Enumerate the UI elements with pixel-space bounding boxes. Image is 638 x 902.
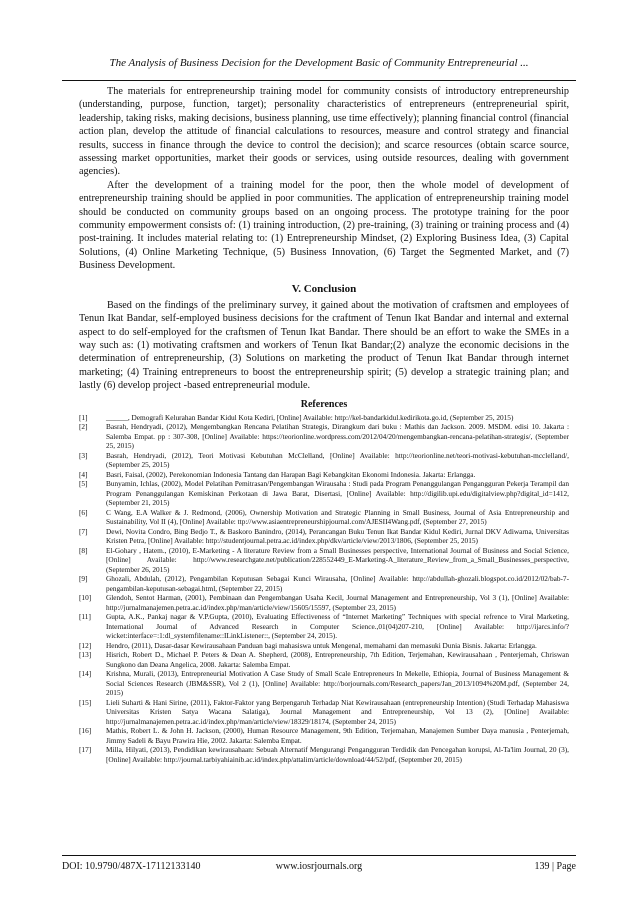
reference-item — [79, 669, 569, 698]
paragraph-training-materials: The materials for entrepreneurship training model for community consists of introductory entrepreneurship (understanding, purpose, function, target); personality characteristics of entrepreneurs (entrepreneurial spirit, leadership, taking risks, making decisions, business planning, use time effectively); planning financial control (financial action plan, develop the attitude of financial calculations to resources, measure and control strategy and financial results, success in finance through the device to control the decision); and scarce resources (obtain scarce source, assessing market opportunities, market their goods or services, using outside resources, dealing with government agencies). — [79, 86, 569, 178]
reference-text: Glendoh, Sentot Harman, (2001), Pembinaan dan Pengembangan Usaha Kecil, Journal Management and Entrepreneurship, Vol 3 (1), [Online] Available: http://jurnalmanajemen.petra.ac.id/index.php/man/article/view/15605/15597, (September 23, 2015) — [106, 593, 569, 612]
footer-doi: DOI: 10.9790/487X-17112133140 — [62, 861, 201, 872]
reference-item — [79, 745, 569, 764]
reference-item — [79, 451, 569, 470]
reference-text: Hisrich, Robert D., Michael P. Peters & Dean A. Shepherd, (2008), Entrepreneurship, 7th Edition, Terjemahan, Kewirausahaan , Penterjemah, Chriswan Sungkono dan Deana Angelica, 2008. Jakarta: Salemba Empat. — [106, 650, 569, 669]
reference-item — [79, 726, 569, 745]
reference-text: El-Gohary , Hatem., (2010), E-Marketing - A literature Review from a Small Businesses perspective, International Journal of Business and Social Science, [Online] Available: http://www.researchgate.net/publication/228552449_E-Marketing-A_literature_Review_from_a_Small_Businesses_perspective, (September 26, 2015) — [106, 545, 569, 574]
footer-website: www.iosrjournals.org — [275, 861, 363, 872]
reference-list — [79, 413, 569, 765]
reference-number: [8] — [79, 545, 88, 555]
reference-item — [79, 612, 569, 641]
reference-number: [2] — [79, 422, 88, 432]
reference-number: [11] — [79, 612, 91, 622]
reference-number: [5] — [79, 479, 88, 489]
reference-text: Basri, Faisal, (2002), Perekonomian Indonesia Tantang dan Harapan Bagi Kebangkitan Ekonomi Indonesia. Jakarta: Erlangga. — [106, 469, 476, 479]
reference-number: [16] — [79, 726, 92, 736]
reference-number: [13] — [79, 650, 92, 660]
reference-item — [79, 574, 569, 593]
reference-text: Lieli Suharti & Hani Sirine, (2011), Faktor-Faktor yang Berpengaruh Terhadap Niat Kewirausahaan (entrepreneurship Intention) (Studi Terhadap Mahasiswa Universitas Kristen Satya Wacana Salatiga), Journal Management and Entrepreneurship, Vol 13 (2), [Online] Available: http://jurnalmanajemen.petra.ac.id/index.php/man/article/view/18329/18174, (September 24, 2015) — [106, 697, 569, 726]
reference-text: Gupta, A.K., Pankaj nagar & V.P.Gupta, (2010), Evaluating Effectiveness of “Internet Marketing” Techniques with special refrence to Viral Marketing, International Journal of Advanced Research in Computer Science.,01(04)207-210, [Online] Available: http://ijarcs.info/?wicket:interface=:1:dl_systemfilename::ILinkListener::, (September 24, 2015). — [106, 612, 569, 641]
paragraph-training-model: After the development of a training model for the poor, then the whole model of development of entrepreneurship training should be applied in poor communities. The application of entrepreneurship training model should be conducted on community groups based on an ongoing process. The prototype training for the poor community empowerment consists of: (1) training introduction, (2) pre-training, (3) training or training process and (4) post-training. It includes material relating to: (1) Entrepreneurship Mindset, (2) Exploring Business Idea, (3) Capital Solutions, (4) Online Marketing Technique, (5) Business Innovation, (6) Target the Segmented Market, and (7) Business Development. — [79, 179, 569, 272]
reference-item — [79, 479, 569, 508]
reference-text: Basrah, Hendryadi, (2012), Teori Motivasi Kebutuhan McClelland, [Online] Available: http://teorionline.net/teori-motivasi-kebutuhan-mcclelland/, (September 25, 2015) — [106, 450, 569, 470]
reference-item — [79, 527, 569, 546]
references-heading: References — [300, 398, 348, 410]
reference-text: Dewi, Novita Condro, Bing Bedjo T., & Baskoro Banindro, (2014), Perancangan Buku Tenun Ikat Bandar Kidul Kediri, Jurnal DKV Adiwarna, Universitas Kristen Petra, [Online] Available: http://studentjournal.petra.ac.id/index.php/dkv/article/view/2013/1806, (September 25, 2015) — [106, 526, 569, 546]
running-header — [62, 56, 576, 81]
reference-number: [6] — [79, 507, 88, 517]
reference-text: ______, Demografi Kelurahan Bandar Kidul Kota Kediri, [Online] Available: http://kel-bandarkidul.kedirikota.go.id, (September 25, 2015) — [106, 412, 514, 422]
reference-text: Bunyamin, Ichlas, (2002), Model Pelatihan Pemitrasan/Pengembangan Wirausaha : Studi pada Program Penanggulangan Pengangguran Pekerja Terampil dan Program Penanggulangan Kemiskinan Perkotaan di Jawa Barat, Disertasi, [Online] Available: http://digilib.upi.edu/digitalview.php?digital_id=1412, (September 21, 2015) — [106, 479, 569, 508]
section-heading-conclusion: V. Conclusion — [291, 282, 357, 295]
reference-item — [79, 593, 569, 612]
reference-item — [79, 508, 569, 527]
reference-item — [79, 698, 569, 727]
reference-text: Krishna, Murali, (2013), Entrepreneurial Motivation A Case Study of Small Scale Entrepreneurs In Mekelle, Ethiopia, Journal of Business Management & Social Sciences Research (JBM&SSR), Vol 2 (1), [Online] Available: http://borjournals.com/Research_papers/Jan_2013/1094%20M.pdf, (September 24, 2015) — [106, 669, 569, 698]
reference-number: [12] — [79, 640, 92, 650]
reference-number: [7] — [79, 526, 88, 536]
reference-text: Hendro, (2011), Dasar-dasar Kewirausahaan Panduan bagi mahasiswa untuk Mengenal, memahami dan memasuki Dunia Bisnis. Jakarta: Erlangga. — [106, 640, 537, 650]
reference-item — [79, 546, 569, 575]
reference-item — [79, 641, 569, 651]
running-title: The Analysis of Business Decision for the Development Basic of Community Entrepreneurial ... — [109, 57, 529, 69]
reference-item — [79, 422, 569, 451]
reference-number: [14] — [79, 669, 92, 679]
reference-number: [10] — [79, 593, 92, 603]
reference-item — [79, 470, 569, 480]
reference-number: [9] — [79, 574, 88, 584]
reference-text: Basrah, Hendryadi, (2012), Mengembangkan Rencana Pelatihan Strategis, Dirangkum dari buku : Mathis dan Jackson. 2009. MSDM. edisi 10. Jakarta : Salemba Empat. pp : 307-308, [Online] Available: https://teorionline.wordpress.com/2012/04/20/mengembangkan-rencana-pelatihan-strategis/, (September 25, 2015) — [106, 422, 569, 451]
reference-item — [79, 413, 569, 423]
reference-text: Milla, Hilyati, (2013), Pendidikan kewirausahaan: Sebuah Alternatif Mengurangi Pengangguran Terdidik dan Pencegahan korupsi, Al-Ta'lim Journal, 20 (3), [Online] Available: http://journal.tarbiyahiainib.ac.id/index.php/attalim/article/download/44/52/pdf, (September 20, 2015) — [106, 745, 569, 764]
footer-page-number: 139 | Page — [534, 861, 576, 872]
reference-item — [79, 650, 569, 669]
reference-number: [15] — [79, 697, 92, 707]
reference-text: Ghozali, Abdulah, (2012), Pengambilan Keputusan Sebagai Kunci Wirausaha, [Online] Available: http://abdullah-ghozali.blogspot.co.id/2012/02/bab-7-pengambilan-keputusan-sebagai.html, (September 22, 2015) — [106, 574, 569, 593]
page-body — [79, 85, 569, 764]
reference-number: [1] — [79, 412, 88, 422]
reference-text: Mathis, Robert L. & John H. Jackson, (2000), Human Resource Management, 9th Edition, Terjemahan, Manajemen Sumber Daya manusia , Penterjemah, Jimmy Sadeli & Bayu Prawira Hie, 2002. Jakarta: Salemba Empat. — [106, 726, 569, 745]
reference-number: [3] — [79, 450, 88, 460]
page-footer — [62, 855, 576, 878]
reference-text: C Wang, E.A Walker & J. Redmond, (2006), Ownership Motivation and Strategic Planning in Small Business, Journal of Asia Entrepreneurship and Sustainability, Vol II (4), [Online] Available: ttp://www.asiaentrepreneurshipjournal.com/AJESII4Wang.pdf, (September 27, 2015) — [106, 507, 569, 527]
paragraph-conclusion: Based on the findings of the preliminary survey, it gained about the motivation of craftsmen and employees of Tenun Ikat Bandar, self-employed business decisions for the craftment of Tenun Ikat Bandar and internal and external aspect to do self-employed for the craftsmen of Tenun Ikat Bandar. There should be an effort to wake the SMEs in a way such as: (1) motivating craftsmen and workers of Tenun Ikat Bandar;(2) analyze the economic decisions in the determination of entrepreneurship, (3) Solutions on marketing the product of Tenun Ikat Bandar through internet marketing; (4) Training entrepreneurs to boost the entrepreneurship spirit; (5) develop a strategic training plan; and lastly (6) develop project -based entrepreneurial module. — [79, 299, 569, 392]
reference-number: [17] — [79, 745, 92, 755]
reference-number: [4] — [79, 469, 88, 479]
